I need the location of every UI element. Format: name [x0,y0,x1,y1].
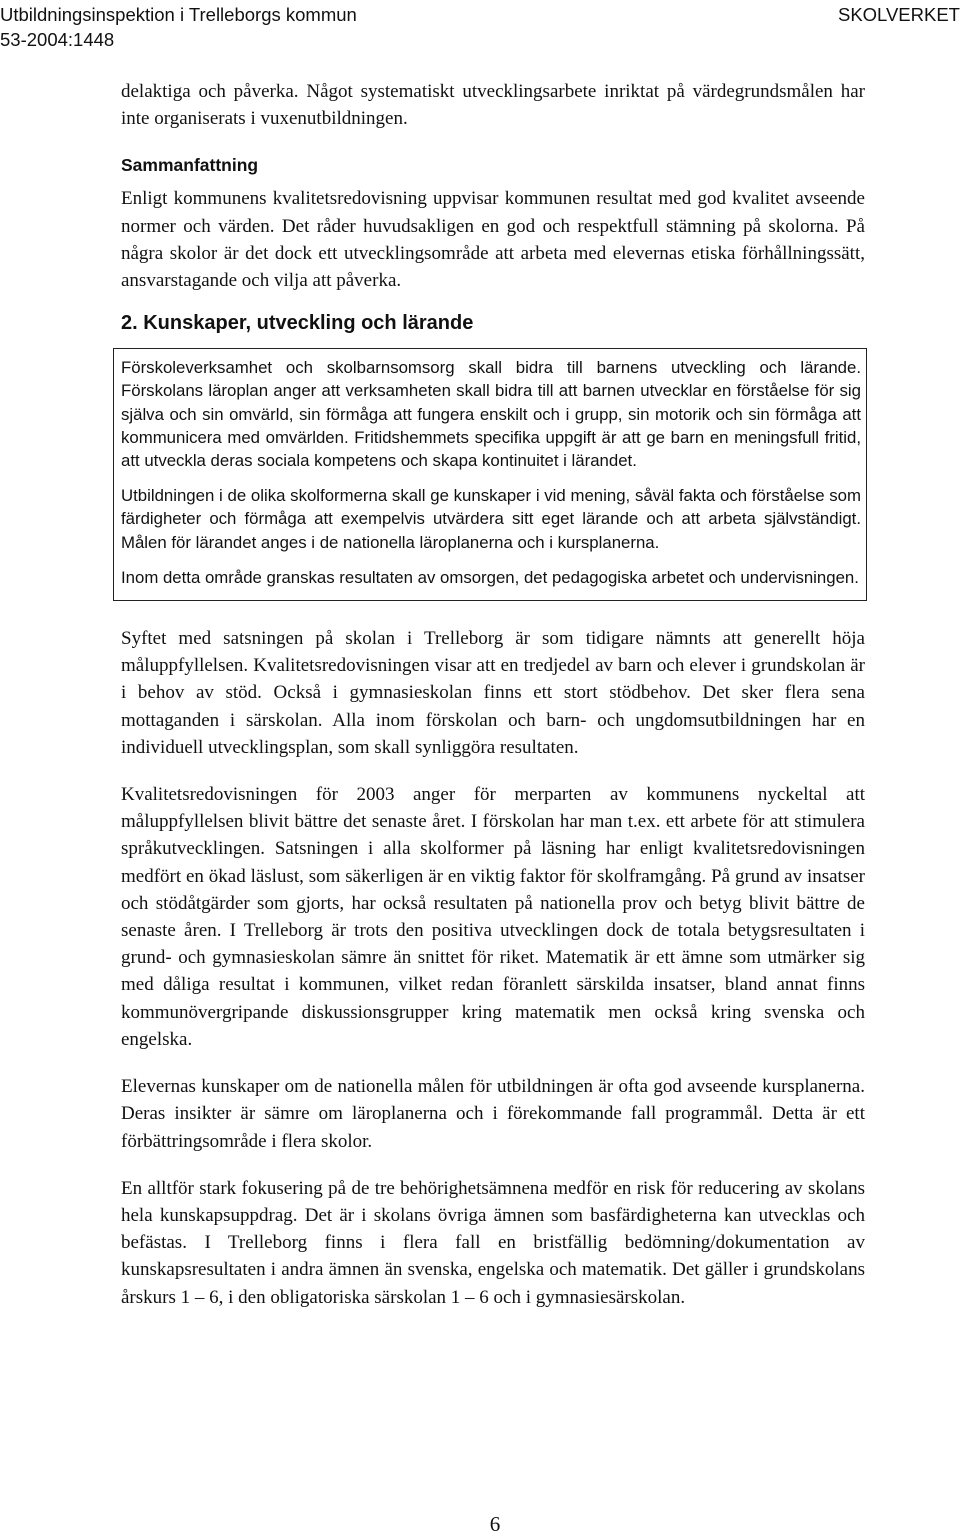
header-publisher: SKOLVERKET [837,4,960,25]
page-number: 6 [489,1512,501,1536]
summary-heading: Sammanfattning [121,155,259,176]
box-paragraph-3: Inom detta område granskas resultaten av omsorgen, det pedagogiska arbetet och undervisningen. [121,567,859,587]
section-heading: 2. Kunskaper, utveckling och lärande [121,312,474,335]
framed-info-box [113,348,867,601]
body-paragraph-1: Syftet med satsningen på skolan i Trelleborg är som tidigare nämnts att generellt höja måluppfyllelsen. Kvalitetsredovisningen visar att en tredjedel av barn och elever i grundskolan är i behov av stöd. Också i gymnasieskolan finns ett stort stödbehov. Det sker flera sena mottaganden i särskolan. Alla inom förskolan och barn- och ungdomsutbildningen har en individuell utvecklingsplan, som skall synliggöra resultaten. [121,628,865,758]
body-paragraph-4: En alltför stark fokusering på de tre behörighetsämnena medför en risk för reducering av skolans hela kunskapsuppdrag. Det är i skolans övriga ämnen som basfärdigheterna kan utvecklas och befästas. I Trelleborg finns i flera fall en bristfällig bedömning/dokumentation av kunskapsresultaten i andra ämnen än svenska, engelska och matematik. Det gäller i grundskolans årskurs 1 – 6, i den obligatoriska särskolan 1 – 6 och i gymnasiesärskolan. [121,1177,865,1308]
body-paragraph-3: Elevernas kunskaper om de nationella målen för utbildningen är ofta god avseende kursplanerna. Deras insikter är sämre om läroplanerna och i förekommande fall programmål. Detta är ett förbättringsområde i flera skolor. [121,1076,865,1152]
body-paragraph-2: Kvalitetsredovisningen för 2003 anger för merparten av kommunens nyckeltal att måluppfyllelsen blivit bättre det senaste året. I förskolan har man t.ex. ett arbete för att stimulera språkutvecklingen. Satsningen i alla skolformer på läsning har enligt kvalitetsredovisningen medfört en ökad läslust, som säkerligen är en viktig faktor för skolframgång. På grund av insatser och stödåtgärder som gjorts, har också resultaten på nationella prov och betyg blivit bättre de senaste åren. I Trelleborg är trots den positiva utvecklingen dock de totala betygsresultaten i grund- och gymnasieskolan sämre än snittet för riket. Matematik är ett ämne som utmärker sig med dåliga resultat i kommunen, vilket redan föranlett särskilda insatser, bland annat finns kommunövergripande diskussionsgrupper kring matematik men också kring svenska och engelska. [121,784,865,1050]
header-reference-number: 53-2004:1448 [0,29,115,50]
summary-paragraph: Enligt kommunens kvalitetsredovisning uppvisar kommunen resultat med god kvalitet avseende normer och värden. Det råder huvudsakligen en god och respektfull stämning på skolorna. På några skolor är det dock ett utvecklingsområde att arbeta med elevernas etiska förhållningssätt, ansvarstagande och vilja att påverka. [121,188,865,292]
body-text [121,625,865,1311]
header-title: Utbildningsinspektion i Trelleborgs kommun [0,4,357,25]
box-paragraph-2: Utbildningen i de olika skolformerna skall ge kunskaper i vid mening, såväl fakta och förståelse som färdigheter och förmåga att exempelvis utvärdera sitt eget lärande och att arbeta självständigt. Målen för lärandet anges i de nationella läroplanerna och i kursplanerna. [121,486,861,552]
page-header-left [0,2,357,52]
box-paragraph-1: Förskoleverksamhet och skolbarnsomsorg skall bidra till barnens utveckling och lärande. Förskolans läroplan anger att verksamheten skall bidra till att barnen utvecklar en förståelse för sig själva och sin omvärld, sin förmåga att fungera enskilt och i grupp, sin motorik och sin förmåga att kommunicera med omvärlden. Fritidshemmets specifika uppgift är att ge barn en meningsfull fritid, att utveckla deras sociala kompetens och skapa kontinuitet i lärandet. [121,358,861,471]
intro-paragraph: delaktiga och påverka. Något systematiskt utvecklingsarbete inriktat på värdegrundsmålen har inte organiserats i vuxenutbildningen. [121,81,865,130]
page-content [121,78,865,1311]
